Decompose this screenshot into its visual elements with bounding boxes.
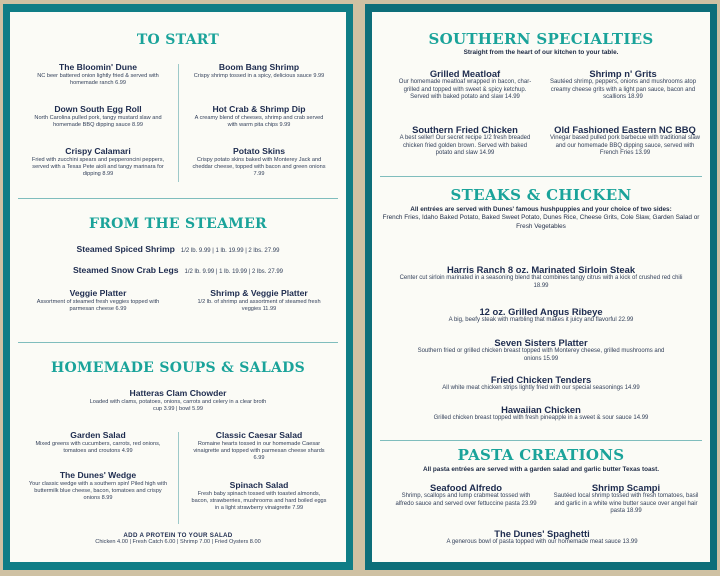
item-name: Hawaiian Chicken xyxy=(501,404,581,415)
item-desc: A big, beefy steak with marbling that makes it juicy and flavorful 22.99 xyxy=(448,317,634,323)
protein-addon xyxy=(10,532,346,545)
menu-item xyxy=(392,264,690,290)
item-desc: Sautéed shrimp, peppers, onions and mushrooms atop creamy cheese grits with a light pan sauce, bacon and scallions 18.99 xyxy=(549,79,697,101)
menu-item xyxy=(28,104,168,129)
menu-item xyxy=(392,374,690,393)
left-menu-page xyxy=(10,12,346,562)
menu-item xyxy=(28,470,168,503)
menu-item xyxy=(392,404,690,423)
menu-item xyxy=(190,480,328,513)
item-desc: A creamy blend of cheeses, shrimp and crab served with warm pita chips 9.99 xyxy=(194,115,324,129)
item-desc: Your classic wedge with a southern spin! Piled high with buttermilk blue cheese, bacon, tomatoes and crispy onions 8.99 xyxy=(28,481,168,502)
item-desc: Crispy shrimp tossed in a spicy, delicious sauce 9.99 xyxy=(193,73,325,79)
row-prices: 1/2 lb. 9.99 | 1 lb. 19.99 | 2 lbs. 27.99 xyxy=(184,269,284,275)
item-desc: Grilled chicken breast topped with fresh pineapple in a sweet & sour sauce 14.99 xyxy=(433,415,649,421)
item-desc: A best seller! Our secret recipe 1/2 fresh breaded chicken fried golden brown. Served with baked potato and slaw 14.99 xyxy=(399,135,531,157)
item-desc: Romaine hearts tossed in our homemade Caesar vinaigrette and topped with parmesan cheese shards 6.99 xyxy=(193,441,325,462)
item-desc: Fresh baby spinach tossed with toasted almonds, bacon, strawberries, mushrooms and hard boiled eggs in a light strawberry vinaigrette 7.99 xyxy=(191,491,327,512)
to-start-title: TO START xyxy=(136,32,220,48)
right-menu-panel xyxy=(365,4,717,570)
menu-item xyxy=(190,430,328,463)
item-name: Old Fashioned Eastern NC BBQ xyxy=(554,124,696,135)
item-name: Seven Sisters Platter xyxy=(494,337,588,348)
item-name: Potato Skins xyxy=(232,146,286,156)
menu-item xyxy=(394,124,536,158)
southern-title: SOUTHERN SPECIALTIES xyxy=(428,30,654,48)
item-name: Classic Caesar Salad xyxy=(215,430,303,440)
item-desc: NC beer battered onion lightly fried & served with homemade ranch 6.99 xyxy=(37,73,159,87)
item-desc: Vinegar based pulled pork barbecue with traditional slaw and our homemade BBQ dipping sauce, served with French Fries 13.99 xyxy=(550,135,700,157)
menu-item xyxy=(548,124,702,158)
section-divider xyxy=(380,440,702,441)
item-desc: Shrimp, scallops and lump crabmeat tossed with alfredo sauce and served over fettuccine pasta 23.99 xyxy=(395,493,537,507)
addon-text: Chicken 4.00 | Fresh Catch 6.00 | Shrimp 7.00 | Fried Oysters 8.00 xyxy=(95,539,261,545)
item-price: cup 3.99 | bowl 5.99 xyxy=(153,406,203,413)
item-desc: Fried with zucchini spears and pepperoncini peppers, served with a Texas Pete aioli and tangy marinara for dipping 8.99 xyxy=(31,157,165,178)
addon-title: ADD A PROTEIN TO YOUR SALAD xyxy=(123,532,233,539)
item-name: Harris Ranch 8 oz. Marinated Sirloin Steak xyxy=(446,264,636,275)
steamer-row xyxy=(10,265,346,275)
item-name: The Dunes' Spaghetti xyxy=(494,528,590,539)
item-desc: Mixed greens with cucumbers, carrots, red onions, tomatoes and croutons 4.99 xyxy=(35,441,161,455)
menu-item xyxy=(190,62,328,80)
menu-item xyxy=(28,288,168,313)
column-divider xyxy=(178,64,179,182)
item-name: Boom Bang Shrimp xyxy=(218,62,300,72)
item-desc: North Carolina pulled pork, tangy mustard slaw and homemade BBQ dipping sauce 8.99 xyxy=(34,115,162,129)
item-desc: 1/2 lb. of shrimp and assortment of steamed fresh veggies 11.99 xyxy=(197,299,321,313)
item-name: Hot Crab & Shrimp Dip xyxy=(212,104,306,114)
steamer-title: FROM THE STEAMER xyxy=(89,216,267,232)
item-name: The Dunes' Wedge xyxy=(59,470,137,480)
row-name: Steamed Snow Crab Legs xyxy=(72,265,179,275)
steaks-title: STEAKS & CHICKEN xyxy=(450,186,632,204)
section-divider xyxy=(380,176,702,177)
item-name: Southern Fried Chicken xyxy=(412,124,518,135)
section-divider xyxy=(18,198,338,199)
item-name: Fried Chicken Tenders xyxy=(490,374,592,385)
menu-item xyxy=(190,104,328,129)
item-desc: Sautéed local shrimp tossed with fresh tomatoes, basil and garlic in a white wine butter sauce over angel hair pasta 18.99 xyxy=(553,493,699,515)
item-name: Garden Salad xyxy=(70,430,126,440)
menu-item xyxy=(548,68,698,102)
pasta-subtitle xyxy=(378,466,704,474)
steaks-subtitle xyxy=(378,206,704,231)
menu-item xyxy=(392,306,690,325)
item-desc: Center cut sirloin marinated in a seasoning blend that combines tangy citrus with a kick of crushed red chili 18.99 xyxy=(399,275,683,289)
item-desc: All white meat chicken strips lightly fried with our special seasonings 14.99 xyxy=(442,385,640,391)
column-divider xyxy=(178,432,179,524)
item-name: The Bloomin' Dune xyxy=(59,62,137,72)
menu-item xyxy=(408,337,674,363)
menu-item xyxy=(394,482,538,508)
soups-title: HOMEMADE SOUPS & SALADS xyxy=(50,360,305,376)
menu-item xyxy=(190,146,328,179)
item-desc: Assortment of steamed fresh veggies topped with parmesan cheese 6.99 xyxy=(36,299,160,313)
item-desc: Our homemade meatloaf wrapped in bacon, char-grilled and topped with sweet & spicy ketchup. Served with baked potato and slaw 14.99 xyxy=(398,79,532,101)
item-desc: Crispy potato skins baked with Monterey Jack and cheddar cheese, topped with bacon and green onions 7.99 xyxy=(192,157,326,178)
menu-item xyxy=(552,482,700,516)
item-desc: Loaded with clams, potatoes, onions, carrots and celery in a clear broth xyxy=(89,399,267,405)
menu-item xyxy=(394,68,536,102)
pasta-title: PASTA CREATIONS xyxy=(457,446,625,464)
steamer-row xyxy=(10,244,346,254)
right-menu-page xyxy=(372,12,710,562)
item-name: Spinach Salad xyxy=(229,480,289,490)
menu-item xyxy=(190,288,328,313)
item-name: 12 oz. Grilled Angus Ribeye xyxy=(479,306,603,317)
menu-item xyxy=(40,388,316,413)
item-desc: A generous bowl of pasta topped with our homemade meat sauce 13.99 xyxy=(446,539,638,545)
menu-item xyxy=(28,62,168,87)
item-name: Shrimp Scampi xyxy=(591,482,661,493)
item-name: Down South Egg Roll xyxy=(54,104,142,114)
item-name: Shrimp & Veggie Platter xyxy=(210,288,308,298)
menu-item xyxy=(412,528,672,547)
item-desc: Southern fried or grilled chicken breast topped with Monterey cheese, grilled mushrooms and onions 15.99 xyxy=(417,348,665,362)
section-divider xyxy=(18,342,338,343)
left-menu-panel xyxy=(3,4,353,570)
menu-item xyxy=(28,430,168,455)
item-name: Seafood Alfredo xyxy=(429,482,503,493)
row-prices: 1/2 lb. 9.99 | 1 lb. 19.99 | 2 lbs. 27.99 xyxy=(180,248,280,254)
item-name: Veggie Platter xyxy=(69,288,127,298)
item-name: Grilled Meatloaf xyxy=(429,68,501,79)
southern-subtitle xyxy=(378,49,704,57)
subtitle-text: All pasta entrées are served with a garden salad and garlic butter Texas toast. xyxy=(422,466,660,473)
subtitle-sides: French Fries, Idaho Baked Potato, Baked Sweet Potato, Dunes Rice, Cheese Grits, Cole Slaw, Garden Salad or Fresh Vegetables xyxy=(382,214,700,230)
item-name: Hatteras Clam Chowder xyxy=(129,388,227,398)
subtitle-bold: All entrées are served with Dunes' famous hushpuppies and your choice of two sides: xyxy=(410,206,672,213)
item-name: Crispy Calamari xyxy=(65,146,131,156)
menu-item xyxy=(28,146,168,179)
row-name: Steamed Spiced Shrimp xyxy=(76,244,175,254)
item-name: Shrimp n' Grits xyxy=(589,68,657,79)
subtitle-text: Straight from the heart of our kitchen to your table. xyxy=(463,49,619,56)
